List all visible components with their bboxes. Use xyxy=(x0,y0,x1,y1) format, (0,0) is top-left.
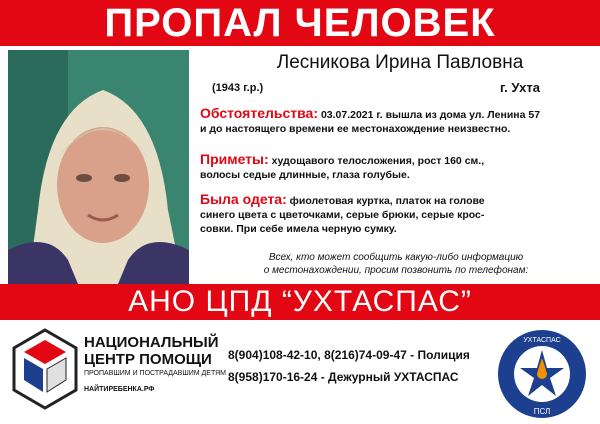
emblem-top-text: УХТАСПАС xyxy=(523,337,561,344)
info-panel xyxy=(0,46,600,284)
clothing-block xyxy=(200,192,592,236)
footer-panel xyxy=(0,320,600,424)
features-block xyxy=(200,152,592,182)
center-name-line-2: ЦЕНТР ПОМОЩИ xyxy=(84,351,212,368)
circumstances-text-1: 03.07.2021 г. вышла из дома ул. Ленина 57 xyxy=(320,109,541,121)
center-name xyxy=(84,334,219,368)
clothing-text-1: фиолетовая куртка, платок на голове xyxy=(289,195,485,207)
appeal-line-1: Всех, кто может сообщить какую-либо информацию xyxy=(268,252,524,263)
page-title: ПРОПАЛ ЧЕЛОВЕК xyxy=(0,0,600,46)
portrait-illustration xyxy=(8,50,189,284)
features-label: Приметы: xyxy=(200,151,269,167)
center-url[interactable]: НАЙТИРЕБЕНКА.РФ xyxy=(84,386,155,393)
phone-line-duty[interactable]: 8(958)170-16-24 - Дежурный УХТАСПАС xyxy=(228,370,459,384)
features-text-2: волосы седые длинные, глаза голубые. xyxy=(200,169,410,181)
center-name-line-1: НАЦИОНАЛЬНЫЙ xyxy=(84,334,219,351)
rescue-star-emblem-icon xyxy=(496,328,588,420)
circumstances-block xyxy=(200,106,592,136)
hexagon-cube-logo-icon xyxy=(10,328,80,414)
features-text-1: худощавого телосложения, рост 160 см., xyxy=(271,155,485,167)
circumstances-text-2: и до настоящего времени ее местонахождение неизвестно. xyxy=(200,123,511,135)
organization-name: АНО ЦПД “УХТАСПАС” xyxy=(128,285,472,318)
appeal-line-2: о местонахождении, просим позвонить по телефонам: xyxy=(263,265,529,276)
circumstances-label: Обстоятельства: xyxy=(200,105,319,121)
phone-line-police[interactable]: 8(904)108-42-10, 8(216)74-09-47 - Полиция xyxy=(228,348,470,362)
city: г. Ухта xyxy=(500,80,540,95)
clothing-text-3: совки. При себе имела черную сумку. xyxy=(200,223,397,235)
person-photo xyxy=(8,50,189,284)
emblem-bottom-text: ПСЛ xyxy=(533,407,551,416)
center-subtitle: ПРОПАВШИМ И ПОСТРАДАВШИМ ДЕТЯМ xyxy=(84,370,226,377)
clothing-label: Была одета: xyxy=(200,191,287,207)
appeal-text xyxy=(198,251,594,277)
clothing-text-2: синего цвета с цветочками, серые брюки, серые крос- xyxy=(200,209,485,221)
person-name: Лесникова Ирина Павловна xyxy=(276,52,524,73)
birth-year: (1943 г.р.) xyxy=(212,82,264,94)
